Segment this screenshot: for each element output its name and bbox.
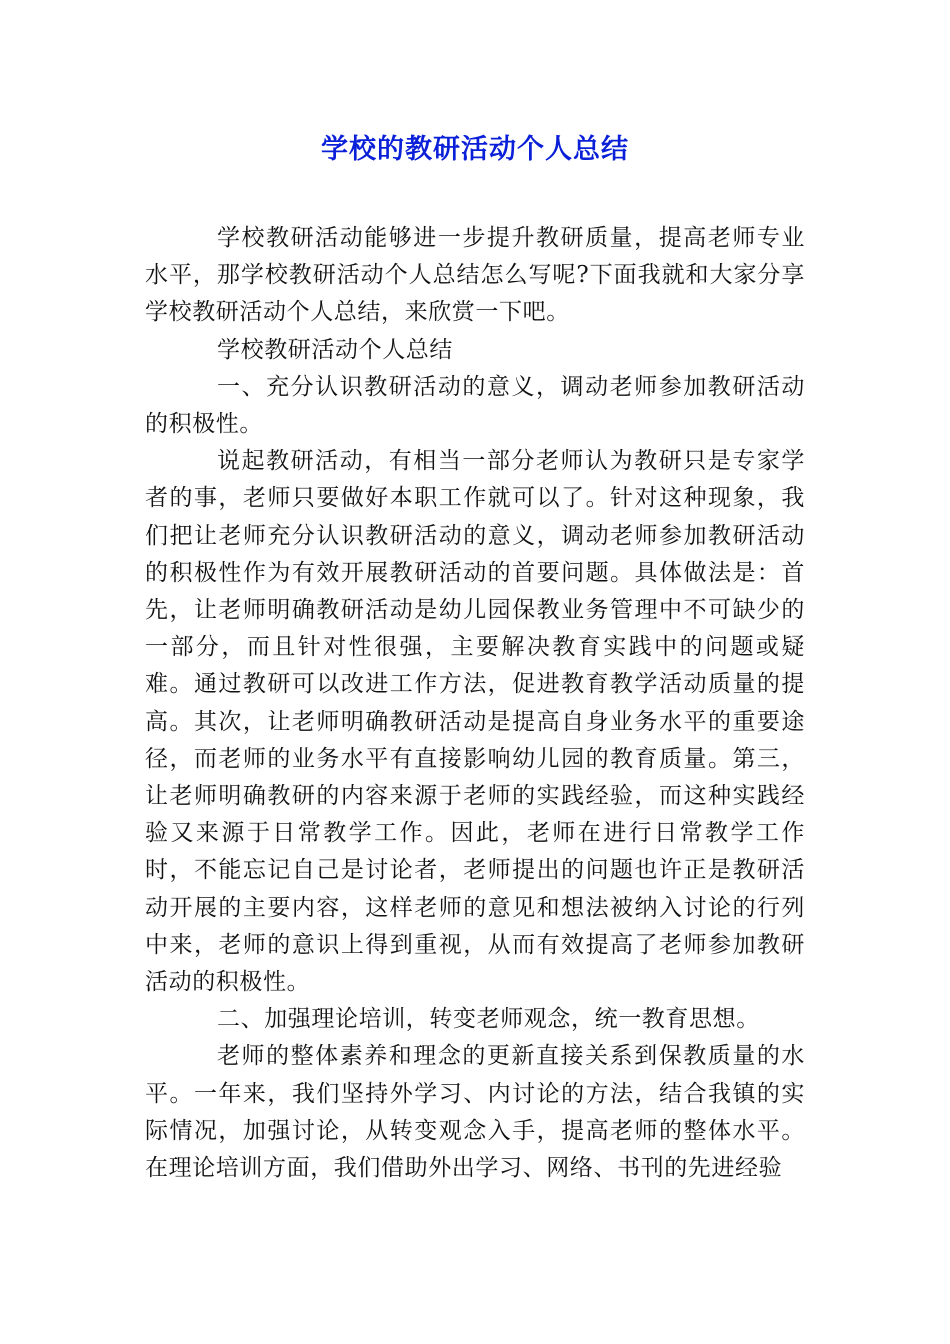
- paragraph-intro: 学校教研活动能够进一步提升教研质量，提高老师专业水平，那学校教研活动个人总结怎么写呢?下面我就和大家分享学校教研活动个人总结，来欣赏一下吧。: [145, 225, 805, 326]
- paragraph-section-1: 说起教研活动，有相当一部分老师认为教研只是专家学者的事，老师只要做好本职工作就可以了。针对这种现象，我们把让老师充分认识教研活动的意义，调动老师参加教研活动的积极性作为有效开展教研活动的首要问题。具体做法是：首先，让老师明确教研活动是幼儿园保教业务管理中不可缺少的一部分，而且针对性很强，主要解决教育实践中的问题或疑难。通过教研可以改进工作方法，促进教育教学活动质量的提高。其次，让老师明确教研活动是提高自身业务水平的重要途径，而老师的业务水平有直接影响幼儿园的教育质量。第三，让老师明确教研的内容来源于老师的实践经验，而这种实践经验又来源于日常教学工作。因此，老师在进行日常教学工作时，不能忘记自己是讨论者，老师提出的问题也许正是教研活动开展的主要内容，这样老师的意见和想法被纳入讨论的行列中来，老师的意识上得到重视，从而有效提高了老师参加教研活动的积极性。: [145, 448, 805, 996]
- document-body: [145, 220, 805, 1187]
- paragraph-section-2: 老师的整体素养和理念的更新直接关系到保教质量的水平。一年来，我们坚持外学习、内讨论的方法，结合我镇的实际情况，加强讨论，从转变观念入手，提高老师的整体水平。在理论培训方面，我们借助外出学习、网络、书刊的先进经验: [145, 1043, 805, 1182]
- paragraph-subtitle: 学校教研活动个人总结: [217, 336, 453, 363]
- section-heading-2: 二、加强理论培训，转变老师观念，统一教育思想。: [217, 1006, 760, 1033]
- section-heading-1: 一、充分认识教研活动的意义，调动老师参加教研活动的积极性。: [145, 373, 805, 438]
- document-title: 学校的教研活动个人总结: [321, 134, 629, 165]
